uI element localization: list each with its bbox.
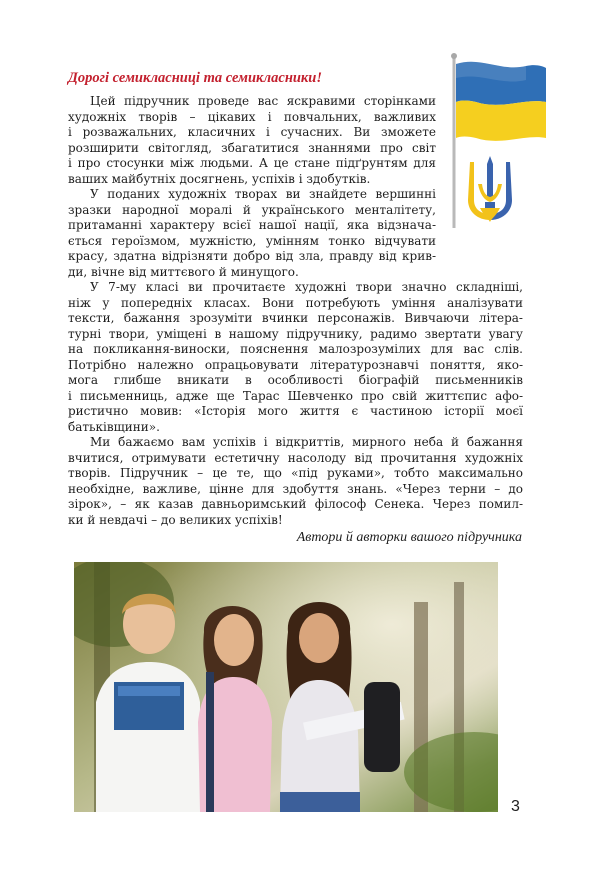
text-line: художніх творів – цікавих і повчальних, важливих [68, 109, 436, 124]
text-line: батьківщини». [68, 419, 160, 434]
text-line: ється героїзмом, мужністю, умінням тонко відчувати [68, 233, 436, 248]
paragraph-4 [68, 435, 523, 528]
text-line: зразки народної моралі й українського менталітету, [68, 202, 436, 217]
text-line: і письменниць, адже ще Тарас Шевченко про свій життєпис афо- [68, 388, 523, 403]
text-line: мога глибше вникати в особливості біографій письменників [68, 373, 523, 387]
text-line: У поданих художніх творах ви знайдете вершинні [90, 187, 436, 201]
flag-emblem [446, 50, 556, 230]
text-line: творів. Підручник – це те, що «під руками», тобто максимально [68, 466, 523, 480]
text-line: ніж у попередніх класах. Вони потребують уміння аналізувати [68, 295, 523, 310]
text-line: тексти, бажання зрозуміти вчинки персонажів. Вивчаючи літера- [68, 311, 523, 325]
text-line: зірок», – як казав давньоримський філософ Сенека. Через помил- [68, 497, 523, 511]
page-number: 3 [511, 798, 520, 815]
text-line: Потрібно належно опрацьовувати літературознавчі поняття, яко- [68, 357, 523, 372]
text-line: Цей підручник проведе вас яскравими сторінками [90, 94, 436, 108]
text-line: на покликання-виноски, пояснення малозрозумілих для вас слів. [68, 342, 523, 356]
text-line: турні твори, уміщені в нашому підручнику, радимо звертати увагу [68, 326, 523, 341]
text-line: красу, здатна відрізняти добро від зла, правду від крив- [68, 249, 436, 263]
text-line: і про стосунки між людьми. А це стане підґрунтям для [68, 156, 436, 170]
text-line: У 7-му класі ви прочитаєте художні твори значно складніші, [90, 280, 523, 294]
authors-signature: Автори й авторки вашого підручника [296, 530, 522, 545]
text-line: ди, вічне від миттєвого й минущого. [68, 264, 299, 279]
text-line: Ми бажаємо вам успіхів і відкриттів, мирного неба й бажання [90, 435, 523, 449]
greeting-heading: Дорогі семикласниці та семикласники! [68, 70, 322, 86]
ukraine-trident-icon [466, 154, 514, 224]
text-line: необхідне, важливе, цінне для здобуття знань. «Через терни – до [68, 481, 523, 496]
text-line: ристично мовив: «Історія мого життя є частиною історії моєї [68, 404, 523, 418]
paragraph-2 [68, 187, 436, 280]
text-line: вчитися, отримувати естетичну насолоду від прочитання художніх [68, 450, 523, 465]
students-photo [74, 562, 498, 812]
text-line: ки й невдачі – до великих успіхів! [68, 512, 283, 527]
paragraph-3 [68, 280, 523, 435]
text-line: ваших майбутніх досягнень, успіхів і здобутків. [68, 171, 371, 186]
text-line: притаманні характеру всієї нашої нації, яка відзнача- [68, 218, 436, 232]
paragraph-1 [68, 94, 436, 187]
text-line: розширити світогляд, збагатитися знаннями про світ [68, 140, 436, 155]
text-line: і розважальних, класичних і сучасних. Ви зможете [68, 125, 436, 139]
